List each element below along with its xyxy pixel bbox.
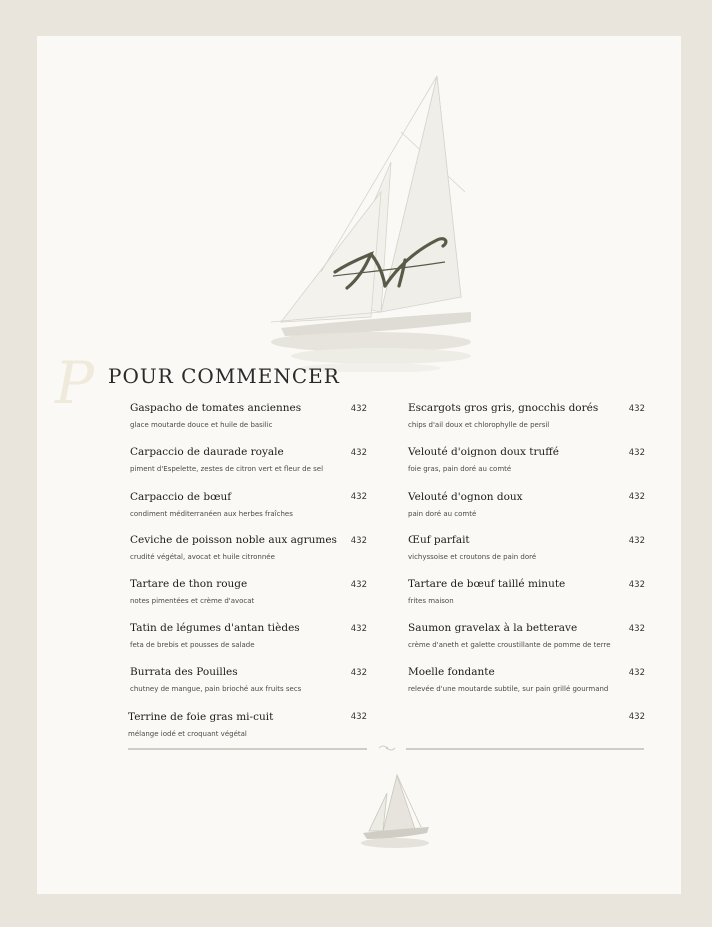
dish-description: crème d'aneth et galette croustillante de pomme de terre — [408, 641, 611, 649]
dish-name: Œuf parfait — [408, 534, 470, 546]
dish-price: 432 — [628, 448, 645, 458]
decorative-initial: P — [55, 349, 95, 417]
dish-name: Velouté d'oignon doux truffé — [408, 446, 559, 458]
dish-name: Escargots gros gris, gnocchis dorés — [408, 402, 599, 414]
menu-item — [408, 666, 648, 702]
dish-name: Gaspacho de tomates anciennes — [130, 402, 302, 414]
dish-name: Ceviche de poisson noble aux agrumes — [130, 534, 337, 546]
dish-name: Tartare de thon rouge — [130, 578, 248, 590]
dish-price: 432 — [628, 404, 645, 414]
dish-description: chutney de mangue, pain brioché aux fruits secs — [130, 685, 302, 693]
dish-description: vichyssoise et croutons de pain doré — [408, 553, 537, 561]
section-title: POUR COMMENCER — [108, 364, 340, 388]
menu-page — [37, 36, 681, 894]
dish-price: 432 — [350, 536, 367, 546]
dish-description: mélange iodé et croquant végétal — [128, 730, 247, 738]
menu-item — [128, 711, 368, 747]
menu-item — [130, 402, 370, 438]
dish-description: glace moutarde douce et huile de basilic — [130, 421, 273, 429]
dish-price: 432 — [350, 624, 367, 634]
menu-item — [408, 491, 648, 527]
dish-price: 432 — [350, 492, 367, 502]
dish-description: condiment méditerranéen aux herbes fraîches — [130, 510, 293, 518]
dish-name: Saumon gravelax à la betterave — [408, 622, 578, 634]
ornament-icon — [377, 743, 397, 753]
menu-item — [408, 622, 648, 658]
dish-price: 432 — [350, 448, 367, 458]
dish-description: relevée d'une moutarde subtile, sur pain grillé gourmand — [408, 685, 609, 693]
dish-name: Tartare de bœuf taillé minute — [408, 578, 566, 590]
dish-description: piment d'Espelette, zestes de citron vert et fleur de sel — [130, 465, 324, 473]
dish-description: notes pimentées et crème d'avocat — [130, 597, 255, 605]
menu-item — [130, 534, 370, 570]
menu-item — [130, 666, 370, 702]
dish-price: 432 — [628, 580, 645, 590]
dish-description: crudité végétal, avocat et huile citronnée — [130, 553, 275, 561]
dish-price: 432 — [628, 668, 645, 678]
divider — [128, 748, 367, 750]
dish-name: Tatin de légumes d'antan tièdes — [130, 622, 300, 634]
dish-description: feta de brebis et pousses de salade — [130, 641, 255, 649]
dish-price: 432 — [628, 536, 645, 546]
dish-name: Carpaccio de daurade royale — [130, 446, 284, 458]
menu-item — [408, 534, 648, 570]
dish-price: 432 — [628, 492, 645, 502]
dish-name: Moelle fondante — [408, 666, 495, 678]
dish-description: pain doré au comté — [408, 510, 477, 518]
menu-item — [408, 578, 648, 614]
menu-item — [130, 446, 370, 482]
dish-price: 432 — [628, 624, 645, 634]
dish-price: 432 — [350, 404, 367, 414]
menu-item — [130, 622, 370, 658]
dish-description: frites maison — [408, 597, 454, 605]
sailboat-icon — [357, 771, 433, 851]
dish-description: chips d'ail doux et chlorophylle de persil — [408, 421, 550, 429]
menu-item — [130, 491, 370, 527]
menu-item — [408, 446, 648, 482]
dish-price: 432 — [350, 580, 367, 590]
dish-name: Terrine de foie gras mi-cuit — [128, 711, 274, 723]
dish-price: 432 — [350, 668, 367, 678]
monogram-icon — [327, 228, 457, 328]
menu-item — [130, 578, 370, 614]
divider — [406, 748, 644, 750]
dish-price: 432 — [628, 712, 645, 722]
dish-description: foie gras, pain doré au comté — [408, 465, 512, 473]
dish-name: Carpaccio de bœuf — [130, 491, 232, 503]
dish-price: 432 — [350, 712, 367, 722]
menu-item — [408, 402, 648, 438]
dish-name: Velouté d'ognon doux — [408, 491, 523, 503]
dish-name: Burrata des Pouilles — [130, 666, 238, 678]
